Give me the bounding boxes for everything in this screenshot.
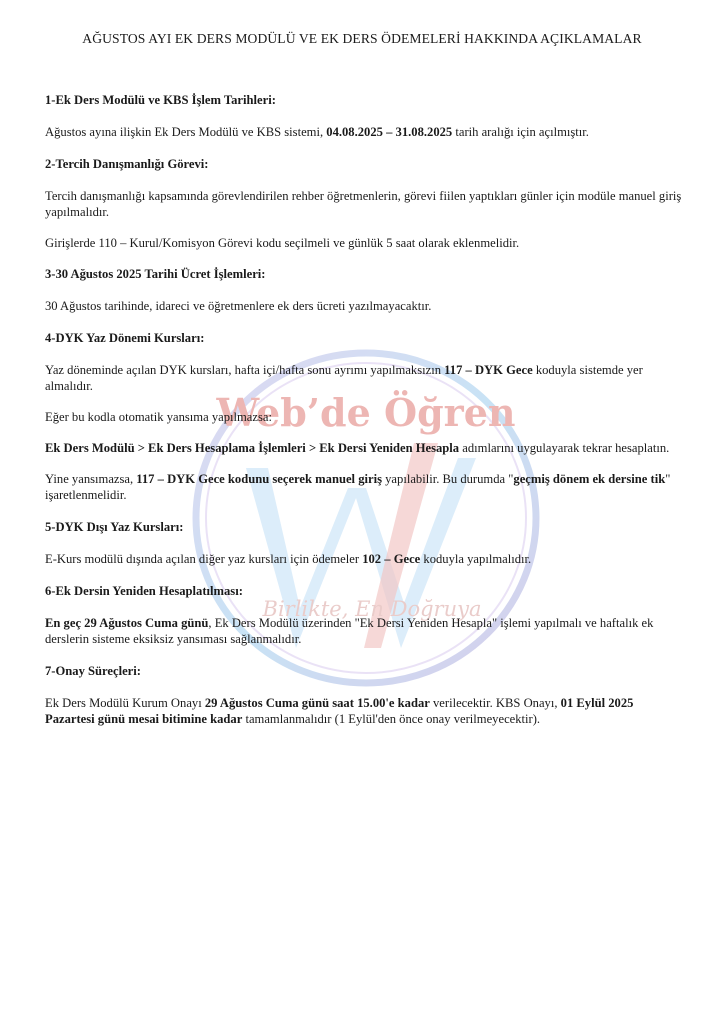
- section-4-paragraph-1: Yaz döneminde açılan DYK kursları, hafta içi/hafta sonu ayrımı yapılmaksızın 117 – DYK Gece koduyla sistemde yer almalıdır.: [45, 363, 643, 393]
- section-4-paragraph-4: Yine yansımazsa, 117 – DYK Gece kodunu seçerek manuel giriş yapılabilir. Bu durumda "geçmiş dönem ek dersine tik" işaretlenmelidir.: [45, 472, 671, 502]
- section-1-paragraph: Ağustos ayına ilişkin Ek Ders Modülü ve KBS sistemi, 04.08.2025 – 31.08.2025 tarih aralığı için açılmıştır.: [45, 125, 589, 139]
- section-5-heading: 5-DYK Dışı Yaz Kursları:: [45, 520, 184, 534]
- section-3-heading: 3-30 Ağustos 2025 Tarihi Ücret İşlemleri:: [45, 267, 266, 281]
- watermark-slogan: Birlikte, En Doğruya: [262, 597, 482, 621]
- section-7-paragraph: Ek Ders Modülü Kurum Onayı 29 Ağustos Cuma günü saat 15.00'e kadar verilecektir. KBS Onayı, 01 Eylül 2025 Pazartesi günü mesai bitimine kadar tamamlanmalıdır (1 Eylül'den önce onay verilmeyecektir).: [45, 696, 634, 726]
- section-7-heading: 7-Onay Süreçleri:: [45, 664, 141, 678]
- section-2-paragraph-1: Tercih danışmanlığı kapsamında görevlendirilen rehber öğretmenlerin, görevi fiilen yaptıkları günler için modüle manuel giriş yapılmalıdır.: [45, 189, 682, 219]
- document-title: AĞUSTOS AYI EK DERS MODÜLÜ VE EK DERS ÖDEMELERİ HAKKINDA AÇIKLAMALAR: [82, 31, 642, 46]
- section-6-heading: 6-Ek Dersin Yeniden Hesaplatılması:: [45, 584, 243, 598]
- section-2-paragraph-2: Girişlerde 110 – Kurul/Komisyon Görevi kodu seçilmeli ve günlük 5 saat olarak eklenmelidir.: [45, 236, 520, 250]
- section-4-heading: 4-DYK Yaz Dönemi Kursları:: [45, 331, 205, 345]
- section-4-paragraph-3: Ek Ders Modülü > Ek Ders Hesaplama İşlemleri > Ek Dersi Yeniden Hesapla adımlarını uygulayarak tekrar hesaplatın.: [45, 441, 670, 455]
- section-2-heading: 2-Tercih Danışmanlığı Görevi:: [45, 157, 209, 171]
- section-1-heading: 1-Ek Ders Modülü ve KBS İşlem Tarihleri:: [45, 93, 276, 107]
- watermark-brand: Web’de Öğren: [216, 390, 516, 435]
- document-body: [45, 92, 685, 727]
- section-3-paragraph: 30 Ağustos tarihinde, idareci ve öğretmenlere ek ders ücreti yazılmayacaktır.: [45, 299, 432, 313]
- section-5-paragraph: E-Kurs modülü dışında açılan diğer yaz kursları için ödemeler 102 – Gece koduyla yapılmalıdır.: [45, 552, 532, 566]
- section-6-paragraph: En geç 29 Ağustos Cuma günü, Ek Ders Modülü üzerinden "Ek Dersi Yeniden Hesapla" işlemi yapılmalı ve haftalık ek derslerin sisteme eksiksiz yansıması sağlanmalıdır.: [45, 616, 654, 646]
- section-4-paragraph-2: Eğer bu kodla otomatik yansıma yapılmazsa:: [45, 410, 272, 424]
